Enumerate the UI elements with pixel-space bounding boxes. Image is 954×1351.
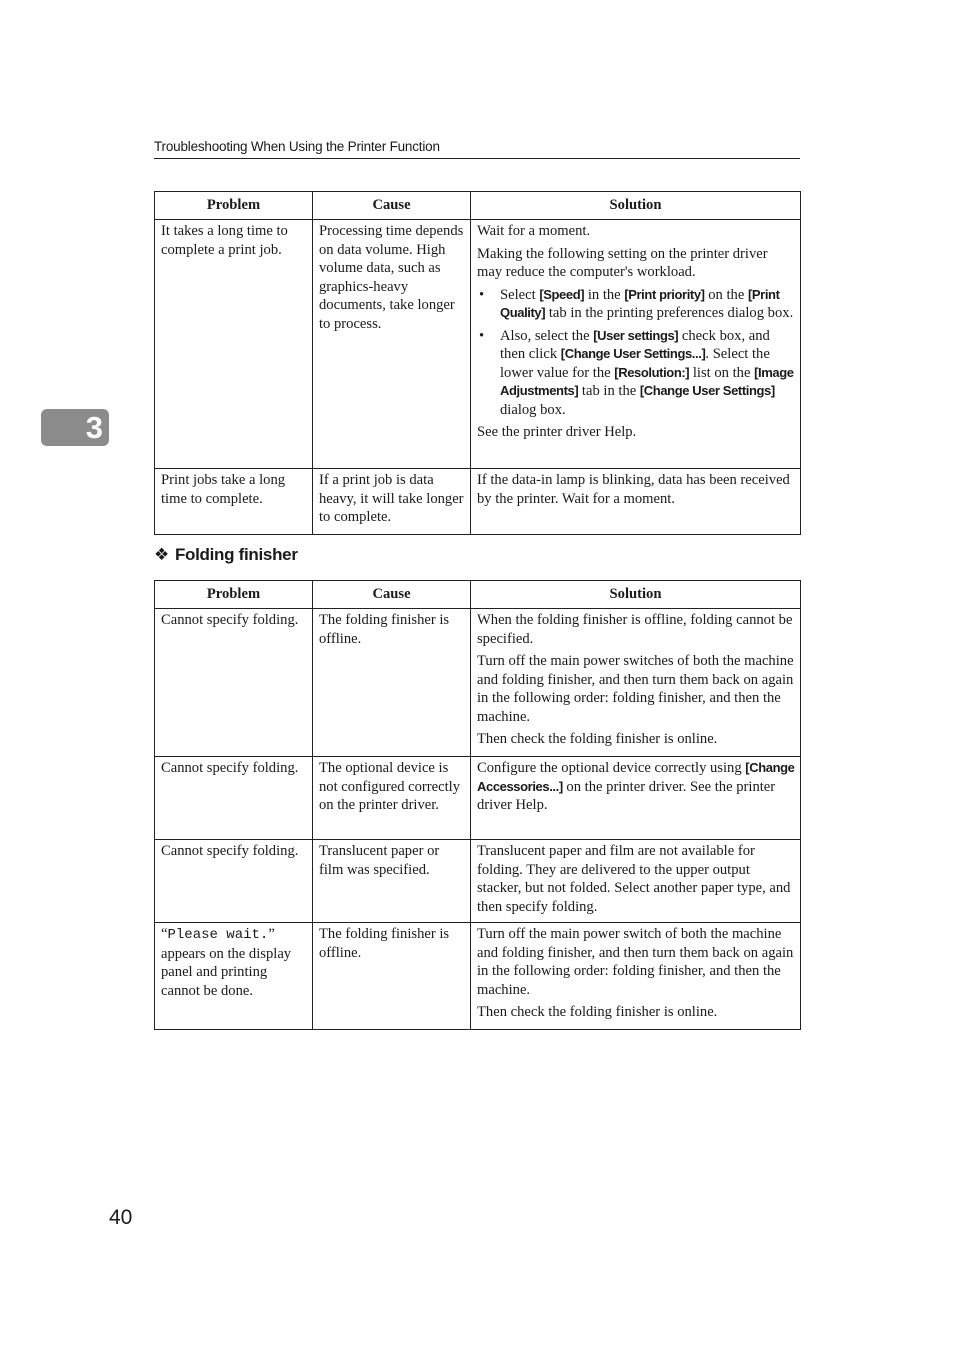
chapter-tab — [41, 409, 109, 446]
solution-cell — [471, 469, 801, 535]
column-header-solution: Solution — [471, 192, 801, 220]
ui-term-print-quality: [Print Quality] — [500, 286, 780, 320]
bullet-text: on the — [704, 286, 748, 303]
column-header-problem: Problem — [155, 192, 313, 220]
quote-mark: ” — [268, 926, 275, 942]
solution-paragraph: Then check the folding finisher is online. — [477, 731, 718, 747]
problem-text: It takes a long time to complete a print job. — [161, 223, 288, 258]
solution-cell — [471, 609, 801, 757]
quote-mark: “ — [161, 926, 168, 942]
printing-troubleshooting-table — [154, 191, 801, 535]
solution-paragraph: Turn off the main power switches of both the machine and folding finisher, and then turn them back on again in the following order: folding finisher, and then the machine. — [477, 653, 794, 725]
table-header-row — [155, 581, 801, 609]
bullet-text: in the — [584, 286, 625, 303]
solution-cell — [471, 757, 801, 840]
column-header-problem: Problem — [155, 581, 313, 609]
ui-term-print-priority: [Print priority] — [624, 286, 705, 302]
display-message: Please wait. — [167, 927, 269, 943]
cause-cell — [313, 840, 471, 923]
table-header-row — [155, 192, 801, 220]
ui-term-resolution: [Resolution:] — [614, 364, 690, 380]
solution-paragraph: When the folding finisher is offline, folding cannot be specified. — [477, 612, 793, 647]
section-heading-folding-finisher — [154, 545, 298, 565]
chapter-number: 3 — [85, 410, 103, 445]
cause-text: The folding finisher is offline. — [319, 926, 450, 961]
running-head: Troubleshooting When Using the Printer Function — [154, 139, 800, 159]
column-header-cause: Cause — [313, 581, 471, 609]
bullet-text: . Select the lower value for the — [500, 346, 770, 381]
cause-text: Processing time depends on data volume. High volume data, such as graphics-heavy documents, take longer to process. — [319, 223, 464, 332]
cause-text: The folding finisher is offline. — [319, 612, 450, 647]
table-row — [155, 469, 801, 535]
cause-cell — [313, 609, 471, 757]
solution-bullet — [500, 286, 795, 323]
bullet-text: check box, and then click — [500, 327, 770, 362]
section-heading-text: Folding finisher — [174, 545, 298, 564]
bullet-text: list on the — [689, 364, 755, 381]
problem-text: Cannot specify folding. — [161, 843, 299, 859]
problem-cell — [155, 757, 313, 840]
ui-term-change-user-settings-button: [Change User Settings...] — [560, 346, 706, 361]
table-row — [155, 609, 801, 757]
diamond-bullet-icon: ❖ — [154, 545, 169, 564]
problem-text: Print jobs take a long time to complete. — [161, 472, 286, 507]
table-row — [155, 923, 801, 1030]
folding-finisher-table — [154, 580, 801, 1030]
cause-text: The optional device is not configured correctly on the printer driver. — [319, 760, 461, 813]
cause-cell — [313, 220, 471, 469]
problem-text: Cannot specify folding. — [161, 612, 299, 628]
ui-term-change-accessories: [Change Accessories...] — [477, 760, 795, 794]
bullet-text: Also, select the — [500, 327, 594, 344]
cause-text: Translucent paper or film was specified. — [319, 843, 440, 878]
ui-term-change-user-settings: [Change User Settings] — [639, 383, 775, 398]
solution-paragraph: Then check the folding finisher is online. — [477, 1004, 718, 1020]
problem-text: Cannot specify folding. — [161, 760, 299, 776]
solution-text: If the data-in lamp is blinking, data has been received by the printer. Wait for a moment. — [477, 472, 790, 507]
solution-text: Translucent paper and film are not available for folding. They are delivered to the upper output stacker, but not folded. Select another paper type, and then specify folding. — [477, 843, 791, 915]
problem-cell — [155, 469, 313, 535]
bullet-text: tab in the printing preferences dialog box. — [545, 305, 794, 321]
ui-term-user-settings: [User settings] — [593, 327, 679, 343]
column-header-solution: Solution — [471, 581, 801, 609]
solution-cell — [471, 923, 801, 1030]
problem-cell — [155, 840, 313, 923]
table-row — [155, 757, 801, 840]
table-row — [155, 220, 801, 469]
cause-cell — [313, 923, 471, 1030]
column-header-cause: Cause — [313, 192, 471, 220]
problem-cell — [155, 220, 313, 469]
problem-text: appears on the display panel and printing cannot be done. — [161, 945, 292, 999]
problem-cell — [155, 923, 313, 1030]
solution-paragraph: Turn off the main power switch of both the machine and folding finisher, and then turn them back on again in the following order: folding finisher, and then the machine. — [477, 926, 794, 998]
solution-paragraph: Wait for a moment. — [477, 223, 591, 239]
cause-cell — [313, 469, 471, 535]
solution-cell — [471, 220, 801, 469]
bullet-text: dialog box. — [500, 401, 566, 418]
solution-paragraph: See the printer driver Help. — [477, 424, 637, 440]
solution-paragraph: Making the following setting on the printer driver may reduce the computer's workload. — [477, 245, 768, 280]
ui-term-speed: [Speed] — [539, 286, 585, 302]
table-row — [155, 840, 801, 923]
problem-cell — [155, 609, 313, 757]
cause-text: If a print job is data heavy, it will take longer to complete. — [319, 472, 464, 525]
ui-term-image-adjustments: [Image Adjustments] — [500, 364, 794, 398]
bullet-text: Select — [500, 286, 540, 303]
solution-text: on the printer driver. See the printer driver Help. — [477, 778, 776, 813]
bullet-text: tab in the — [578, 383, 640, 399]
solution-bullet-list — [477, 286, 795, 420]
page-number: 40 — [109, 1206, 133, 1229]
solution-text: Configure the optional device correctly using — [477, 760, 746, 776]
solution-cell — [471, 840, 801, 923]
cause-cell — [313, 757, 471, 840]
solution-bullet — [500, 327, 795, 420]
